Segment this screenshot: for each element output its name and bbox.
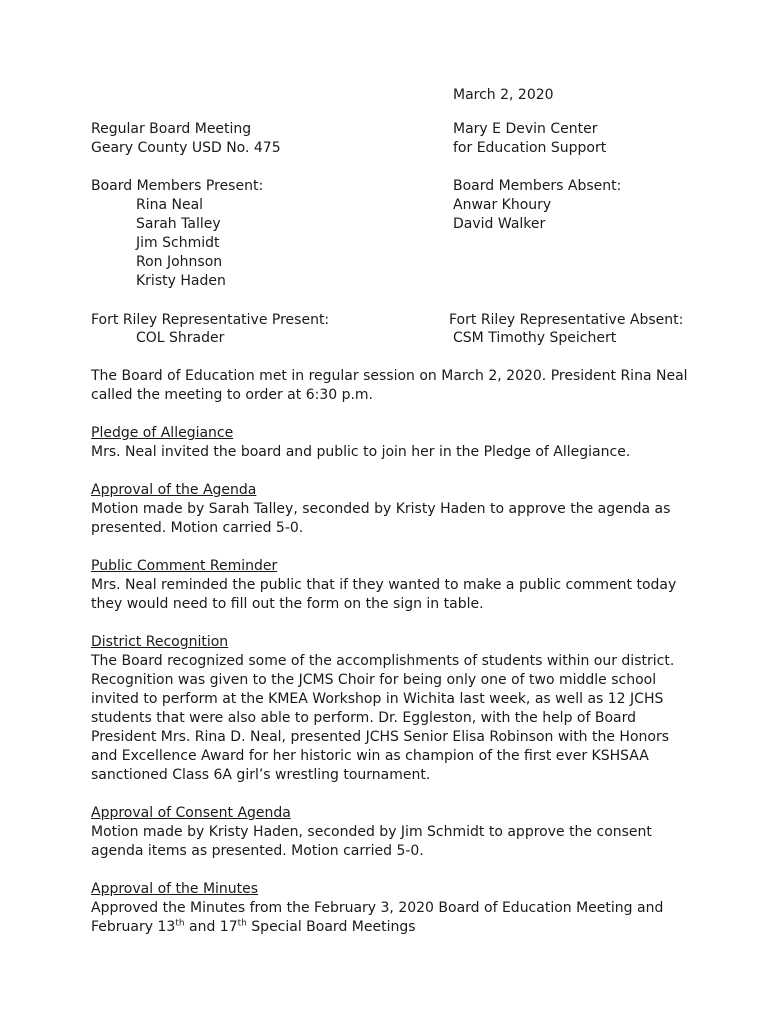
section-district-recognition	[91, 633, 691, 785]
absent-label: Board Members Absent:	[453, 178, 622, 194]
section-heading: Approval of Consent Agenda	[91, 805, 291, 821]
absent-member: Anwar Khoury	[453, 197, 552, 213]
present-list	[136, 196, 226, 291]
section-body: Mrs. Neal invited the board and public to join her in the Pledge of Allegiance.	[91, 444, 631, 460]
minutes-text: Special Board Meetings	[246, 919, 416, 935]
section-body: Motion made by Sarah Talley, seconded by Kristy Haden to approve the agenda as presented. Motion carried 5-0.	[91, 501, 671, 536]
section-heading: Pledge of Allegiance	[91, 425, 234, 441]
ordinal-suffix: th	[175, 918, 185, 929]
section-body: Motion made by Kristy Haden, seconded by Jim Schmidt to approve the consent agenda items as presented. Motion carried 5-0.	[91, 824, 652, 859]
present-member: Jim Schmidt	[136, 235, 220, 251]
section-heading: Approval of the Minutes	[91, 881, 259, 897]
present-member: Sarah Talley	[136, 216, 221, 232]
fort-riley-absent: CSM Timothy Speichert	[453, 330, 617, 346]
meeting-type: Regular Board Meeting	[91, 121, 252, 137]
present-member: Ron Johnson	[136, 254, 223, 270]
section-body: Mrs. Neal reminded the public that if they wanted to make a public comment today they would need to fill out the form on the sign in table.	[91, 577, 677, 612]
intro-text: The Board of Education met in regular session on March 2, 2020. President Rina Neal called the meeting to order at 6:30 p.m.	[91, 368, 688, 403]
absent-list	[453, 196, 551, 234]
intro-paragraph	[91, 367, 691, 405]
location-line-2: for Education Support	[453, 140, 607, 156]
section-public-comment	[91, 557, 691, 614]
present-label: Board Members Present:	[91, 178, 264, 194]
section-heading: Public Comment Reminder	[91, 558, 278, 574]
fort-riley-present: COL Shrader	[136, 330, 225, 346]
section-body: The Board recognized some of the accomplishments of students within our district. Recognition was given to the JCMS Choir for being only one of two middle school invited to perform at the KMEA Workshop in Wichita last week, as well as 12 JCHS students that were also able to perform. Dr. Eggleston, with the help of Board President Mrs. Rina D. Neal, presented JCHS Senior Elisa Robinson with the Honors and Excellence Award for her historic win as champion of the first ever KSHSAA sanctioned Class 6A girl’s wrestling tournament.	[91, 653, 675, 783]
minutes-text: Approved the Minutes from the February 3, 2020 Board of Education Meeting and February 13	[91, 900, 664, 935]
present-member: Rina Neal	[136, 197, 204, 213]
meeting-date: March 2, 2020	[453, 87, 554, 103]
fort-riley-absent-label: Fort Riley Representative Absent:	[449, 312, 684, 328]
section-heading: Approval of the Agenda	[91, 482, 257, 498]
absent-member: David Walker	[453, 216, 546, 232]
present-member: Kristy Haden	[136, 273, 226, 289]
section-consent-agenda	[91, 804, 691, 861]
district-name: Geary County USD No. 475	[91, 140, 281, 156]
section-agenda	[91, 481, 691, 538]
section-heading: District Recognition	[91, 634, 229, 650]
section-pledge	[91, 424, 691, 462]
location-line-1: Mary E Devin Center	[453, 121, 598, 137]
ordinal-suffix: th	[237, 918, 247, 929]
section-minutes	[91, 880, 691, 937]
minutes-text: and 17	[184, 919, 238, 935]
fort-riley-present-label: Fort Riley Representative Present:	[91, 312, 330, 328]
section-body	[91, 899, 691, 937]
